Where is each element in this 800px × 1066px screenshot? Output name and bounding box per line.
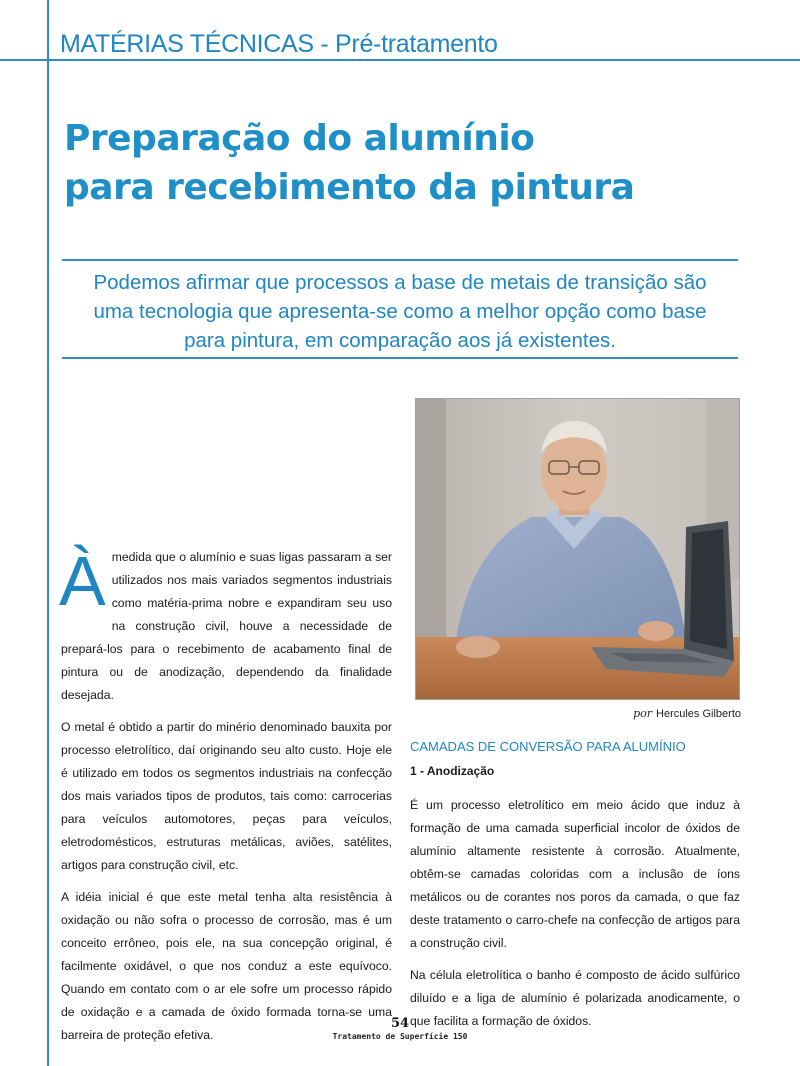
margin-vertical-rule bbox=[47, 0, 49, 1066]
publication-footer: Tratamento de Superfície 150 bbox=[332, 1032, 468, 1041]
section-header: MATÉRIAS TÉCNICAS - Pré-tratamento bbox=[60, 30, 498, 58]
author-photo bbox=[415, 398, 740, 700]
body-paragraph-3: A idéia inicial é que este metal tenha alta resistência à oxidação ou não sofra o processo de corrosão, mas é um conceito errôneo, pois ele, na sua concepção original, é facilmente oxidável, o que nos conduz a este equívoco. Quando em contato com o ar ele sofre um processo rápido de oxidação e a camada de óxido formada torna-se uma barreira de proteção efetiva. bbox=[61, 890, 392, 1042]
body-paragraph-1 bbox=[59, 542, 392, 707]
lead-bottom-rule bbox=[62, 357, 738, 359]
lead-line-1: Podemos afirmar que processos a base de metais de transição são bbox=[93, 271, 707, 294]
author-photo-illustration bbox=[416, 399, 739, 699]
lead-line-2: uma tecnologia que apresenta-se como a melhor opção como base bbox=[93, 300, 707, 323]
right-column bbox=[410, 738, 740, 1042]
left-column bbox=[59, 542, 392, 1056]
page-number: 54 bbox=[390, 1016, 410, 1031]
photo-credit-name: Hercules Gilberto bbox=[656, 708, 741, 720]
body-paragraph-1-text: medida que o alumínio e suas ligas passaram a ser utilizados nos mais variados segmentos industriais como matéria-prima nobre e expandiram seu uso na construção civil, houve a necessidade de prepará-los para o recebimento de acabamento final de pintura ou de anodização, dependendo da finalidade desejada. bbox=[61, 550, 392, 702]
header-horizontal-rule bbox=[0, 59, 800, 61]
lead-paragraph bbox=[62, 268, 738, 355]
photo-credit bbox=[415, 707, 741, 720]
photo-credit-prefix: por bbox=[633, 707, 653, 720]
drop-cap: À bbox=[59, 542, 106, 620]
subsection-heading: 1 - Anodização bbox=[410, 764, 495, 778]
article-title-line-1: Preparação do alumínio bbox=[64, 118, 535, 159]
article-title-line-2: para recebimento da pintura bbox=[64, 167, 635, 208]
body-paragraph-4: É um processo eletrolítico em meio ácido que induz à formação de uma camada superficial incolor de óxidos de alumínio altamente resistente à corrosão. Atualmente, obtêm-se camadas coloridas com a inclusão de íons metálicos ou de corantes nos poros da camada, o que faz deste tratamento o carro-chefe na confecção de artigos para a construção civil. bbox=[410, 798, 740, 950]
body-paragraph-2: O metal é obtido a partir do minério denominado bauxita por processo eletrolítico, daí originando seu alto custo. Hoje ele é utilizado em todos os segmentos industriais na confecção dos mais variados tipos de produtos, tais como: carrocerias para veículos automotores, peças para veículos, eletrodomésticos, estruturas metálicas, aviões, satélites, artigos para construção civil, etc. bbox=[61, 720, 392, 872]
article-title bbox=[64, 114, 764, 212]
lead-line-3: para pintura, em comparação aos já existentes. bbox=[184, 329, 616, 352]
body-paragraph-5: Na célula eletrolítica o banho é composto de ácido sulfúrico diluído e a liga de alumínio é polarizada anodicamente, o que facilita a formação de óxidos. bbox=[410, 968, 740, 1028]
section-heading: CAMADAS DE CONVERSÃO PARA ALUMÍNIO bbox=[410, 739, 686, 754]
lead-top-rule bbox=[62, 259, 738, 261]
